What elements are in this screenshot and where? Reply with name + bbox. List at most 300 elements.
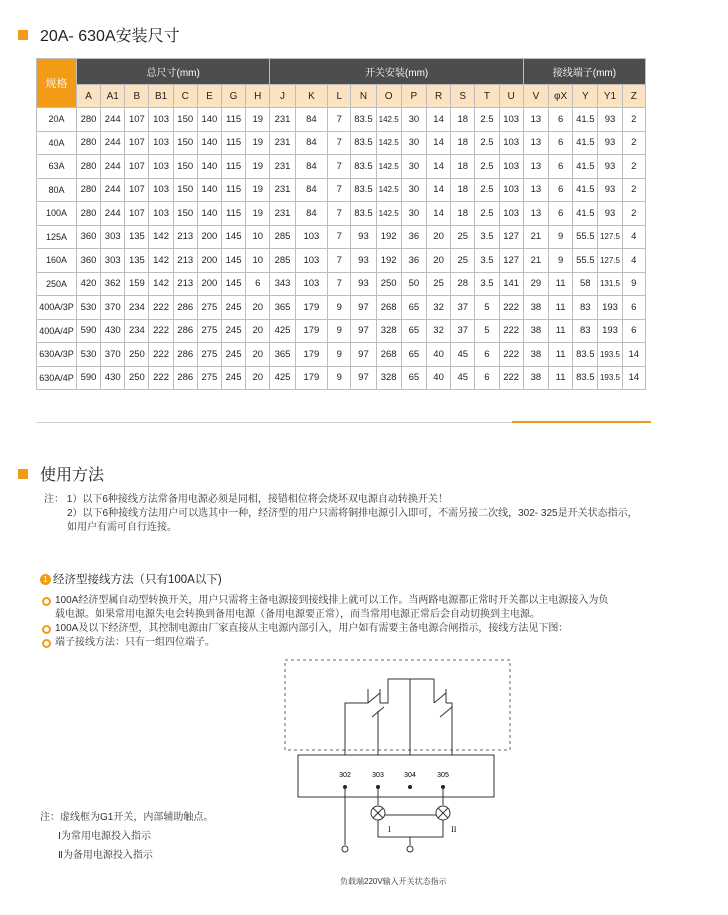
table-cell: 20 bbox=[246, 366, 270, 390]
table-cell: 4 bbox=[622, 249, 645, 273]
table-cell: 14 bbox=[427, 202, 451, 226]
row-label: 400A/3P bbox=[37, 296, 77, 320]
row-label: 20A bbox=[37, 108, 77, 132]
table-row bbox=[37, 319, 646, 343]
table-cell: 93 bbox=[598, 155, 622, 179]
table-cell: 268 bbox=[376, 343, 401, 367]
auxiliary-contacts bbox=[345, 679, 452, 755]
table-cell: 19 bbox=[246, 178, 270, 202]
table-cell: 234 bbox=[125, 296, 149, 320]
table-cell: 179 bbox=[295, 366, 328, 390]
table-cell: 65 bbox=[401, 343, 426, 367]
table-cell: 6 bbox=[549, 108, 573, 132]
table-cell: 430 bbox=[101, 319, 125, 343]
table-cell: 83.5 bbox=[351, 131, 376, 155]
table-cell: 13 bbox=[523, 178, 548, 202]
table-cell: 222 bbox=[149, 319, 173, 343]
table-cell: 250 bbox=[376, 272, 401, 296]
table-cell: 18 bbox=[451, 155, 475, 179]
table-cell: 6 bbox=[549, 202, 573, 226]
table-cell: 142.5 bbox=[376, 202, 401, 226]
table-cell: 280 bbox=[76, 155, 100, 179]
table-cell: 213 bbox=[173, 249, 197, 273]
table-cell: 93 bbox=[351, 249, 376, 273]
note-line: 如用户有需可自行连接。 bbox=[67, 522, 177, 533]
table-cell: 2.5 bbox=[475, 202, 499, 226]
table-cell: 420 bbox=[76, 272, 100, 296]
table-cell: 29 bbox=[523, 272, 548, 296]
table-cell: 7 bbox=[328, 155, 351, 179]
column-header: B bbox=[125, 85, 149, 108]
table-cell: 45 bbox=[451, 366, 475, 390]
table-row bbox=[37, 178, 646, 202]
table-cell: 3.5 bbox=[475, 249, 499, 273]
subsection-title: 经济型接线方法（只有100A以下) bbox=[53, 574, 222, 586]
table-cell: 19 bbox=[246, 155, 270, 179]
list-item bbox=[42, 636, 654, 650]
table-cell: 2.5 bbox=[475, 108, 499, 132]
column-header: U bbox=[499, 85, 523, 108]
table-cell: 107 bbox=[125, 202, 149, 226]
dimensions-table bbox=[36, 58, 646, 390]
column-header: B1 bbox=[149, 85, 173, 108]
table-cell: 142.5 bbox=[376, 178, 401, 202]
table-cell: 14 bbox=[622, 366, 645, 390]
table-cell: 36 bbox=[401, 249, 426, 273]
table-cell: 590 bbox=[76, 319, 100, 343]
table-cell: 115 bbox=[221, 178, 245, 202]
table-cell: 65 bbox=[401, 319, 426, 343]
table-cell: 13 bbox=[523, 131, 548, 155]
table-cell: 142 bbox=[149, 225, 173, 249]
table-cell: 93 bbox=[598, 178, 622, 202]
table-cell: 58 bbox=[573, 272, 598, 296]
table-cell: 18 bbox=[451, 178, 475, 202]
column-header: K bbox=[295, 85, 328, 108]
table-cell: 9 bbox=[328, 296, 351, 320]
table-cell: 9 bbox=[328, 366, 351, 390]
table-cell: 83.5 bbox=[351, 155, 376, 179]
table-cell: 38 bbox=[523, 319, 548, 343]
input-terminal bbox=[407, 846, 413, 852]
table-row bbox=[37, 202, 646, 226]
table-cell: 268 bbox=[376, 296, 401, 320]
table-cell: 430 bbox=[101, 366, 125, 390]
table-cell: 41.5 bbox=[573, 202, 598, 226]
table-cell: 5 bbox=[475, 319, 499, 343]
list-item-continuation: 载电源。如果常用电源失电会转换到备用电源（备用电源要正常），而当常用电源正常后会自动切换到主电源。 bbox=[55, 609, 540, 620]
table-cell: 93 bbox=[598, 202, 622, 226]
section-title-text: 20A- 630A安装尺寸 bbox=[40, 28, 180, 45]
table-cell: 9 bbox=[328, 343, 351, 367]
table-cell: 32 bbox=[427, 319, 451, 343]
table-cell: 83 bbox=[573, 319, 598, 343]
table-cell: 222 bbox=[149, 343, 173, 367]
row-label: 400A/4P bbox=[37, 319, 77, 343]
table-cell: 141 bbox=[499, 272, 523, 296]
terminal-dot bbox=[408, 785, 412, 789]
table-cell: 37 bbox=[451, 296, 475, 320]
table-cell: 30 bbox=[401, 131, 426, 155]
table-cell: 21 bbox=[523, 225, 548, 249]
table-cell: 231 bbox=[270, 131, 295, 155]
diagram-note-line: Ⅰ为常用电源投入指示 bbox=[58, 831, 151, 842]
table-cell: 250 bbox=[125, 343, 149, 367]
table-cell: 18 bbox=[451, 131, 475, 155]
diagram-caption: 负载端220V输入开关状态指示 bbox=[340, 877, 447, 886]
diagram-notes bbox=[40, 808, 213, 865]
table-cell: 14 bbox=[427, 178, 451, 202]
table-cell: 140 bbox=[197, 155, 221, 179]
table-cell: 32 bbox=[427, 296, 451, 320]
table-cell: 14 bbox=[427, 108, 451, 132]
column-header: R bbox=[427, 85, 451, 108]
table-cell: 2 bbox=[622, 178, 645, 202]
table-cell: 38 bbox=[523, 296, 548, 320]
group-header-mounting: 开关安装(mm) bbox=[270, 59, 523, 85]
table-cell: 103 bbox=[149, 108, 173, 132]
table-cell: 7 bbox=[328, 131, 351, 155]
terminal-label-304: 304 bbox=[404, 772, 416, 779]
table-cell: 9 bbox=[622, 272, 645, 296]
table-cell: 135 bbox=[125, 249, 149, 273]
table-cell: 286 bbox=[173, 319, 197, 343]
table-cell: 245 bbox=[221, 319, 245, 343]
table-cell: 103 bbox=[499, 108, 523, 132]
table-cell: 11 bbox=[549, 366, 573, 390]
table-cell: 93 bbox=[598, 108, 622, 132]
table-cell: 193 bbox=[598, 296, 622, 320]
table-cell: 127.5 bbox=[598, 225, 622, 249]
table-cell: 222 bbox=[499, 343, 523, 367]
divider-accent bbox=[512, 421, 651, 423]
table-cell: 84 bbox=[295, 202, 328, 226]
table-cell: 142.5 bbox=[376, 155, 401, 179]
column-header: S bbox=[451, 85, 475, 108]
table-cell: 370 bbox=[101, 343, 125, 367]
table-cell: 9 bbox=[328, 319, 351, 343]
table-cell: 107 bbox=[125, 155, 149, 179]
table-cell: 231 bbox=[270, 155, 295, 179]
table-cell: 200 bbox=[197, 225, 221, 249]
table-cell: 103 bbox=[295, 225, 328, 249]
table-cell: 93 bbox=[351, 272, 376, 296]
table-cell: 213 bbox=[173, 272, 197, 296]
group-header-terminal: 接线端子(mm) bbox=[523, 59, 645, 85]
column-header: A1 bbox=[101, 85, 125, 108]
column-header: φX bbox=[549, 85, 573, 108]
table-cell: 222 bbox=[499, 296, 523, 320]
table-cell: 83.5 bbox=[351, 178, 376, 202]
table-cell: 285 bbox=[270, 225, 295, 249]
table-cell: 6 bbox=[475, 343, 499, 367]
table-cell: 2 bbox=[622, 131, 645, 155]
column-header: C bbox=[173, 85, 197, 108]
table-cell: 179 bbox=[295, 319, 328, 343]
table-cell: 30 bbox=[401, 155, 426, 179]
table-cell: 135 bbox=[125, 225, 149, 249]
table-cell: 103 bbox=[499, 178, 523, 202]
table-cell: 145 bbox=[221, 249, 245, 273]
table-cell: 20 bbox=[427, 249, 451, 273]
diagram-note-line: Ⅱ为备用电源投入指示 bbox=[58, 850, 153, 861]
table-cell: 97 bbox=[351, 343, 376, 367]
table-cell: 530 bbox=[76, 296, 100, 320]
table-cell: 103 bbox=[499, 155, 523, 179]
table-row bbox=[37, 225, 646, 249]
note-line: 注： 1）以下6种接线方法常备用电源必须是同相，接错相位将会烧坏双电源自动转换开关！ bbox=[44, 494, 448, 505]
table-cell: 50 bbox=[401, 272, 426, 296]
table-cell: 38 bbox=[523, 366, 548, 390]
table-cell: 7 bbox=[328, 108, 351, 132]
table-cell: 103 bbox=[149, 131, 173, 155]
table-cell: 103 bbox=[149, 178, 173, 202]
bullet-circle-icon bbox=[42, 625, 51, 634]
table-cell: 84 bbox=[295, 155, 328, 179]
table-cell: 425 bbox=[270, 319, 295, 343]
table-cell: 107 bbox=[125, 178, 149, 202]
row-label: 100A bbox=[37, 202, 77, 226]
table-row bbox=[37, 155, 646, 179]
table-cell: 250 bbox=[125, 366, 149, 390]
row-label: 80A bbox=[37, 178, 77, 202]
table-cell: 6 bbox=[246, 272, 270, 296]
table-cell: 107 bbox=[125, 108, 149, 132]
table-cell: 222 bbox=[499, 366, 523, 390]
table-cell: 328 bbox=[376, 366, 401, 390]
table-cell: 303 bbox=[101, 225, 125, 249]
table-cell: 2 bbox=[622, 202, 645, 226]
table-cell: 115 bbox=[221, 108, 245, 132]
table-cell: 222 bbox=[149, 366, 173, 390]
table-cell: 2.5 bbox=[475, 131, 499, 155]
table-cell: 83 bbox=[573, 296, 598, 320]
table-cell: 303 bbox=[101, 249, 125, 273]
row-label: 630A/4P bbox=[37, 366, 77, 390]
table-cell: 286 bbox=[173, 366, 197, 390]
table-cell: 193.5 bbox=[598, 343, 622, 367]
bullet-circle-icon bbox=[42, 597, 51, 606]
table-cell: 6 bbox=[549, 131, 573, 155]
table-cell: 25 bbox=[427, 272, 451, 296]
table-cell: 193.5 bbox=[598, 366, 622, 390]
table-cell: 2 bbox=[622, 155, 645, 179]
table-cell: 14 bbox=[427, 155, 451, 179]
table-cell: 145 bbox=[221, 225, 245, 249]
section-title-text: 使用方法 bbox=[40, 467, 105, 484]
table-cell: 280 bbox=[76, 108, 100, 132]
table-cell: 5 bbox=[475, 296, 499, 320]
table-cell: 131.5 bbox=[598, 272, 622, 296]
table-cell: 20 bbox=[246, 296, 270, 320]
table-cell: 231 bbox=[270, 202, 295, 226]
column-header: G bbox=[221, 85, 245, 108]
table-cell: 36 bbox=[401, 225, 426, 249]
table-cell: 200 bbox=[197, 249, 221, 273]
table-cell: 2.5 bbox=[475, 155, 499, 179]
table-cell: 41.5 bbox=[573, 131, 598, 155]
table-cell: 150 bbox=[173, 178, 197, 202]
table-cell: 150 bbox=[173, 131, 197, 155]
column-header: Y bbox=[573, 85, 598, 108]
table-cell: 234 bbox=[125, 319, 149, 343]
table-cell: 150 bbox=[173, 108, 197, 132]
table-cell: 280 bbox=[76, 202, 100, 226]
row-label: 63A bbox=[37, 155, 77, 179]
table-cell: 365 bbox=[270, 343, 295, 367]
table-cell: 285 bbox=[270, 249, 295, 273]
table-cell: 103 bbox=[295, 272, 328, 296]
table-cell: 14 bbox=[427, 131, 451, 155]
table-cell: 244 bbox=[101, 131, 125, 155]
table-cell: 150 bbox=[173, 202, 197, 226]
table-cell: 40 bbox=[427, 343, 451, 367]
table-cell: 286 bbox=[173, 343, 197, 367]
table-cell: 530 bbox=[76, 343, 100, 367]
table-cell: 103 bbox=[295, 249, 328, 273]
column-header: T bbox=[475, 85, 499, 108]
column-header: N bbox=[351, 85, 376, 108]
column-header: Z bbox=[622, 85, 645, 108]
table-cell: 127.5 bbox=[598, 249, 622, 273]
table-cell: 19 bbox=[246, 202, 270, 226]
table-cell: 11 bbox=[549, 296, 573, 320]
table-cell: 140 bbox=[197, 108, 221, 132]
table-cell: 6 bbox=[475, 366, 499, 390]
table-cell: 103 bbox=[499, 131, 523, 155]
row-label: 160A bbox=[37, 249, 77, 273]
table-row bbox=[37, 366, 646, 390]
bullet-text: 100A及以下经济型，其控制电源由厂家直接从主电源内部引入，用户如有需要主备电源合闸指示，接线方法见下图： bbox=[55, 623, 569, 634]
subsection-heading bbox=[40, 571, 222, 587]
table-cell: 41.5 bbox=[573, 155, 598, 179]
table-cell: 192 bbox=[376, 225, 401, 249]
table-row bbox=[37, 249, 646, 273]
column-header: P bbox=[401, 85, 426, 108]
table-cell: 275 bbox=[197, 366, 221, 390]
switch-dashed-frame bbox=[285, 660, 510, 750]
table-cell: 142.5 bbox=[376, 108, 401, 132]
table-cell: 245 bbox=[221, 366, 245, 390]
table-cell: 93 bbox=[351, 225, 376, 249]
table-cell: 65 bbox=[401, 366, 426, 390]
section-title-dimensions bbox=[18, 23, 180, 46]
table-cell: 20 bbox=[427, 225, 451, 249]
table-cell: 13 bbox=[523, 202, 548, 226]
table-cell: 3.5 bbox=[475, 225, 499, 249]
table-cell: 2.5 bbox=[475, 178, 499, 202]
table-cell: 590 bbox=[76, 366, 100, 390]
table-cell: 84 bbox=[295, 178, 328, 202]
table-cell: 7 bbox=[328, 225, 351, 249]
table-cell: 245 bbox=[221, 343, 245, 367]
table-cell: 280 bbox=[76, 131, 100, 155]
number-badge: 1 bbox=[40, 574, 51, 585]
column-header: H bbox=[246, 85, 270, 108]
external-wiring bbox=[345, 787, 443, 845]
table-cell: 127 bbox=[499, 225, 523, 249]
table-cell: 103 bbox=[149, 155, 173, 179]
table-cell: 244 bbox=[101, 178, 125, 202]
table-cell: 97 bbox=[351, 366, 376, 390]
table-cell: 244 bbox=[101, 202, 125, 226]
table-cell: 150 bbox=[173, 155, 197, 179]
table-cell: 25 bbox=[451, 225, 475, 249]
table-cell: 41.5 bbox=[573, 178, 598, 202]
table-cell: 28 bbox=[451, 272, 475, 296]
table-cell: 84 bbox=[295, 131, 328, 155]
table-cell: 37 bbox=[451, 319, 475, 343]
table-cell: 275 bbox=[197, 319, 221, 343]
table-cell: 245 bbox=[221, 296, 245, 320]
table-cell: 83.5 bbox=[573, 343, 598, 367]
table-cell: 9 bbox=[549, 249, 573, 273]
table-cell: 83.5 bbox=[351, 108, 376, 132]
table-cell: 83.5 bbox=[573, 366, 598, 390]
table-cell: 19 bbox=[246, 108, 270, 132]
table-cell: 11 bbox=[549, 319, 573, 343]
table-cell: 360 bbox=[76, 225, 100, 249]
diagram-note-line: 注：虚线框为G1开关，内部辅助触点。 bbox=[40, 812, 214, 823]
table-cell: 275 bbox=[197, 296, 221, 320]
table-cell: 140 bbox=[197, 131, 221, 155]
input-terminal bbox=[342, 846, 348, 852]
table-cell: 365 bbox=[270, 296, 295, 320]
table-cell: 7 bbox=[328, 178, 351, 202]
column-header: Y1 bbox=[598, 85, 622, 108]
table-cell: 115 bbox=[221, 202, 245, 226]
table-cell: 13 bbox=[523, 108, 548, 132]
table-cell: 244 bbox=[101, 155, 125, 179]
lamp-icon bbox=[371, 806, 385, 820]
table-cell: 97 bbox=[351, 296, 376, 320]
table-row bbox=[37, 296, 646, 320]
table-cell: 9 bbox=[549, 225, 573, 249]
table-row bbox=[37, 131, 646, 155]
table-row bbox=[37, 343, 646, 367]
table-cell: 19 bbox=[246, 131, 270, 155]
bullet-list bbox=[42, 594, 654, 650]
table-cell: 200 bbox=[197, 272, 221, 296]
table-cell: 360 bbox=[76, 249, 100, 273]
table-cell: 83.5 bbox=[351, 202, 376, 226]
lamp-label-1: I bbox=[388, 826, 391, 834]
table-cell: 11 bbox=[549, 272, 573, 296]
table-cell: 11 bbox=[549, 343, 573, 367]
table-cell: 7 bbox=[328, 272, 351, 296]
table-cell: 127 bbox=[499, 249, 523, 273]
note-line: 2）以下6种接线方法用户可以选其中一种，经济型的用户只需将铜排电源引入即可，不需另接二次线，302- 325是开关状态指示， bbox=[67, 508, 638, 519]
terminal-label-305: 305 bbox=[437, 772, 449, 779]
column-header: A bbox=[76, 85, 100, 108]
table-cell: 84 bbox=[295, 108, 328, 132]
row-label: 40A bbox=[37, 131, 77, 155]
table-cell: 343 bbox=[270, 272, 295, 296]
column-header: E bbox=[197, 85, 221, 108]
table-cell: 115 bbox=[221, 131, 245, 155]
table-cell: 7 bbox=[328, 202, 351, 226]
terminal-label-302: 302 bbox=[339, 772, 351, 779]
table-cell: 2 bbox=[622, 108, 645, 132]
table-cell: 41.5 bbox=[573, 108, 598, 132]
table-cell: 140 bbox=[197, 202, 221, 226]
usage-notes bbox=[44, 493, 644, 535]
table-cell: 30 bbox=[401, 108, 426, 132]
table-cell: 20 bbox=[246, 319, 270, 343]
terminal-label-303: 303 bbox=[372, 772, 384, 779]
table-cell: 30 bbox=[401, 178, 426, 202]
table-cell: 231 bbox=[270, 108, 295, 132]
